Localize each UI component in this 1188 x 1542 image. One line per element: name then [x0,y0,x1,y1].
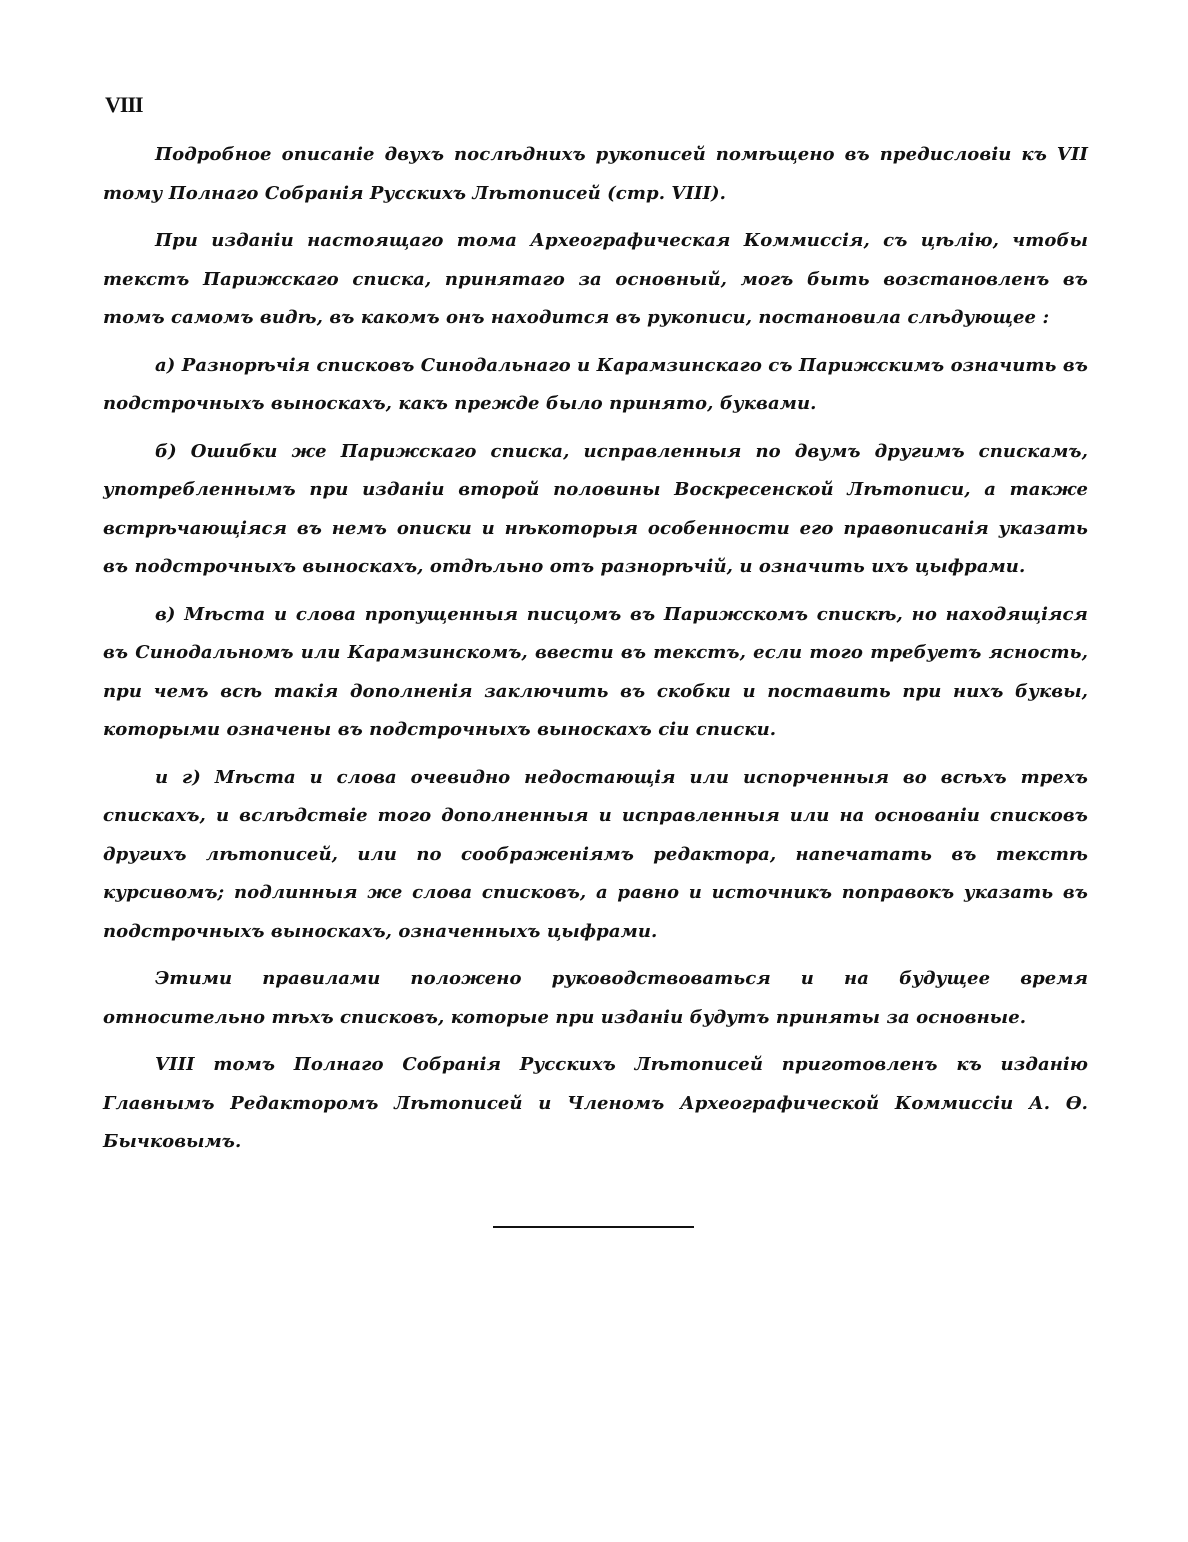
paragraph-commission-decision: При изданіи настоящаго тома Археографическая Коммиссія, съ цѣлію, чтобы текстъ Парижскаго списка, принятаго за основный, могъ быть возстановленъ въ томъ самомъ видѣ, въ какомъ онъ находится въ рукописи, постановила слѣдующее : [103,230,1088,328]
paragraph-editor-credit: VIII томъ Полнаго Собранія Русскихъ Лѣтописей приготовленъ къ изданію Главнымъ Редакторомъ Лѣтописей и Членомъ Археографической Коммиссіи А. Ѳ. Бычковымъ. [103,1054,1088,1152]
closing-rule-divider [493,1226,694,1228]
paragraph-future-rules: Этими правилами положено руководствоваться и на будущее время относительно тѣхъ списковъ, которые при изданіи будутъ приняты за основные. [103,968,1088,1028]
paragraph-rule-b: б) Ошибки же Парижскаго списка, исправленныя по двумъ другимъ спискамъ, употребленнымъ при изданіи второй половины Воскресенской Лѣтописи, а также встрѣчающіяся въ немъ описки и нѣкоторыя особенности его правописанія указать въ подстрочныхъ выноскахъ, отдѣльно отъ разнорѣчій, и означить ихъ цыфрами. [103,440,1088,577]
paragraph-rule-v: в) Мѣста и слова пропущенныя писцомъ въ Парижскомъ спискѣ, но находящіяся въ Синодальномъ или Карамзинскомъ, ввести въ текстъ, если того требуетъ ясность, при чемъ всѣ такія дополненія заключить въ скобки и поставить при нихъ буквы, которыми означены въ подстрочныхъ выноскахъ сіи списки. [103,603,1088,740]
paragraph-manuscripts-description: Подробное описаніе двухъ послѣднихъ рукописей помѣщено въ предисловіи къ VII тому Полнаго Собранія Русскихъ Лѣтописей (стр. VIII). [103,144,1088,204]
body-text [103,136,1088,1171]
paragraph-rule-a: а) Разнорѣчія списковъ Синодальнаго и Карамзинскаго съ Парижскимъ означить въ подстрочныхъ выноскахъ, какъ прежде было принято, буквами. [103,354,1088,414]
page-number: VIII [105,92,143,117]
paragraph-rule-g: и г) Мѣста и слова очевидно недостающія или испорченныя во всѣхъ трехъ спискахъ, и вслѣдствіе того дополненныя и исправленныя или на основаніи списковъ другихъ лѣтописей, или по соображеніямъ редактора, напечатать въ текстѣ курсивомъ; подлинныя же слова списковъ, а равно и источникъ поправокъ указать въ подстрочныхъ выноскахъ, означенныхъ цыфрами. [103,766,1088,942]
